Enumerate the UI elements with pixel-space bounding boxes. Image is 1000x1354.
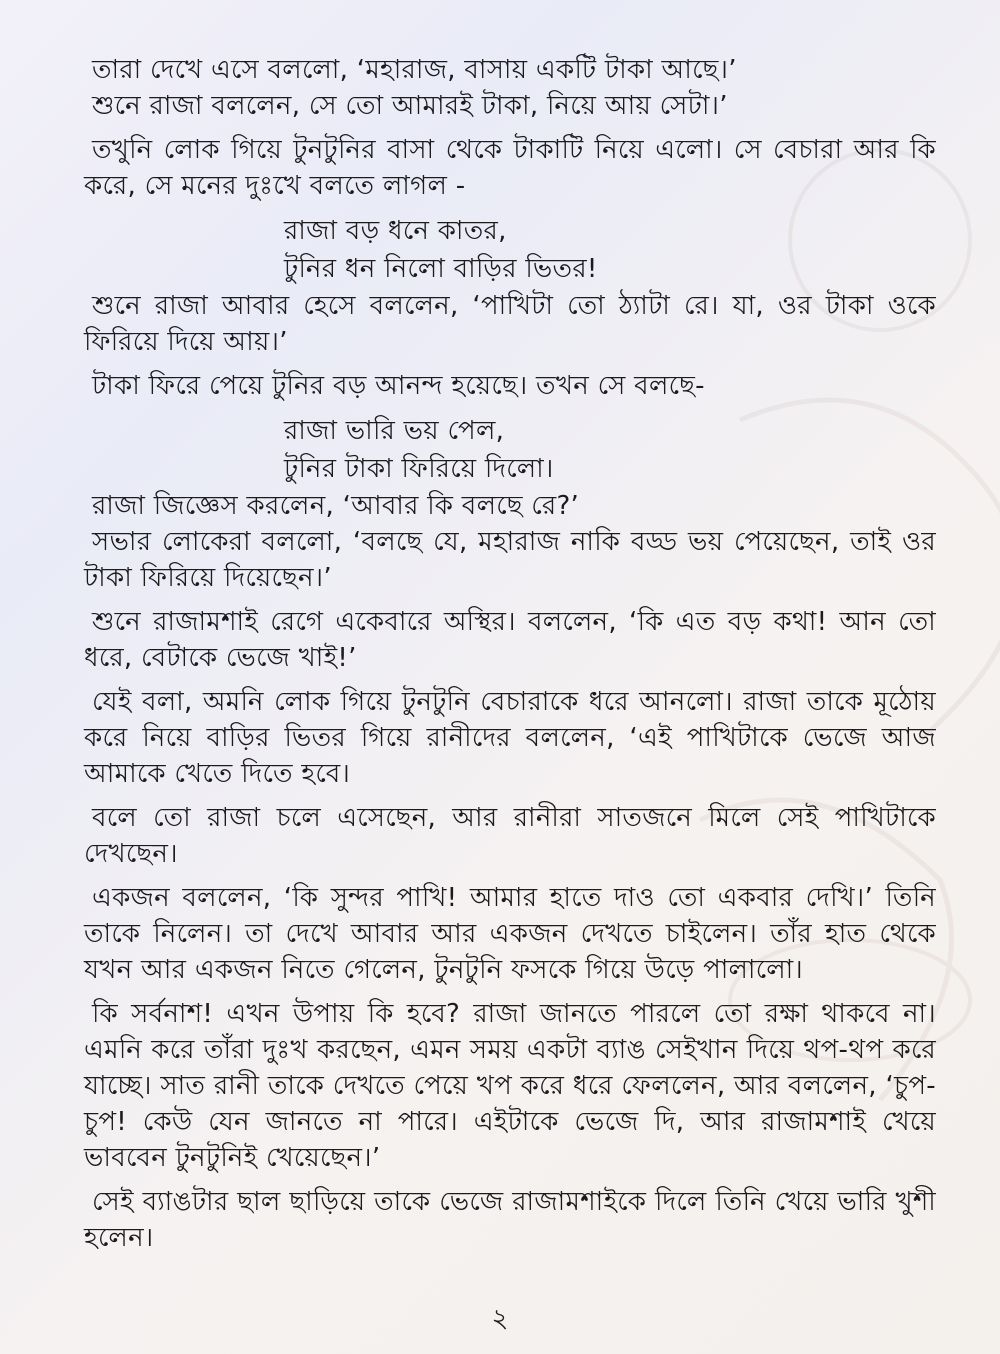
paragraph: কি সর্বনাশ! এখন উপায় কি হবে? রাজা জানতে পারলে তো রক্ষা থাকবে না। এমনি করে তাঁরা দুঃখ করছেন, এমন সময় একটা ব্যাঙ সেইখান দিয়ে থপ-থপ করে যাচ্ছে। সাত রানী তাকে দেখতে পেয়ে খপ করে ধরে ফেললেন, আর বললেন, ‘চুপ-চুপ! কেউ যেন জানতে না পারে। এইটাকে ভেজে দি, আর রাজামশাই খেয়ে ভাববেন টুনটুনিই খেয়েছেন।’ xyxy=(84,999,936,1173)
paragraph: শুনে রাজা বললেন, সে তো আমারই টাকা, নিয়ে আয় সেটা।’ xyxy=(92,91,728,121)
paragraph: টাকা ফিরে পেয়ে টুনির বড় আনন্দ হয়েছে। তখন সে বলছে- xyxy=(92,371,705,401)
paragraph: শুনে রাজামশাই রেগে একেবারে অস্থির। বললেন, ‘কি এত বড় কথা! আন তো ধরে, বেটাকে ভেজে খাই!’ xyxy=(84,607,936,673)
story-text xyxy=(84,52,936,1264)
page-number: ২ xyxy=(491,1304,509,1334)
paragraph: সভার লোকেরা বললো, ‘বলছে যে, মহারাজ নাকি বড্ড ভয় পেয়েছেন, তাই ওর টাকা ফিরিয়ে দিয়েছেন।’ xyxy=(84,527,936,593)
paragraph: রাজা জিজ্ঞেস করলেন, ‘আবার কি বলছে রে?’ xyxy=(92,491,580,521)
verse-line: টুনির ধন নিলো বাড়ির ভিতর! xyxy=(284,254,598,284)
paragraph: যেই বলা, অমনি লোক গিয়ে টুনটুনি বেচারাকে ধরে আনলো। রাজা তাকে মূঠোয় করে নিয়ে বাড়ির ভিতর গিয়ে রানীদের বললেন, ‘এই পাখিটাকে ভেজে আজ আমাকে খেতে দিতে হবে। xyxy=(84,687,936,789)
paragraph: শুনে রাজা আবার হেসে বললেন, ‘পাখিটা তো ঠ্যাটা রে। যা, ওর টাকা ওকে ফিরিয়ে দিয়ে আয়।’ xyxy=(84,291,936,357)
verse-stanza xyxy=(284,212,936,288)
paragraph: একজন বললেন, ‘কি সুন্দর পাখি! আমার হাতে দাও তো একবার দেখি।’ তিনি তাকে নিলেন। তা দেখে আবার আর একজন দেখতে চাইলেন। তাঁর হাত থেকে যখন আর একজন নিতে গেলেন, টুনটুনি ফসকে গিয়ে উড়ে পালালো। xyxy=(84,883,936,985)
verse-stanza xyxy=(284,412,936,488)
verse-line: টুনির টাকা ফিরিয়ে দিলো। xyxy=(284,454,554,484)
verse-line: রাজা বড় ধনে কাতর, xyxy=(284,216,507,246)
paragraph: সেই ব্যাঙটার ছাল ছাড়িয়ে তাকে ভেজে রাজামশাইকে দিলে তিনি খেয়ে ভারি খুশী হলেন। xyxy=(84,1187,936,1253)
verse-line: রাজা ভারি ভয় পেল, xyxy=(284,416,505,446)
paragraph: তখুনি লোক গিয়ে টুনটুনির বাসা থেকে টাকাটি নিয়ে এলো। সে বেচারা আর কি করে, সে মনের দুঃখে বলতে লাগল - xyxy=(84,135,936,201)
paragraph: বলে তো রাজা চলে এসেছেন, আর রানীরা সাতজনে মিলে সেই পাখিটাকে দেখছেন। xyxy=(84,803,936,869)
paragraph: তারা দেখে এসে বললো, ‘মহারাজ, বাসায় একটি টাকা আছে।’ xyxy=(92,55,737,85)
